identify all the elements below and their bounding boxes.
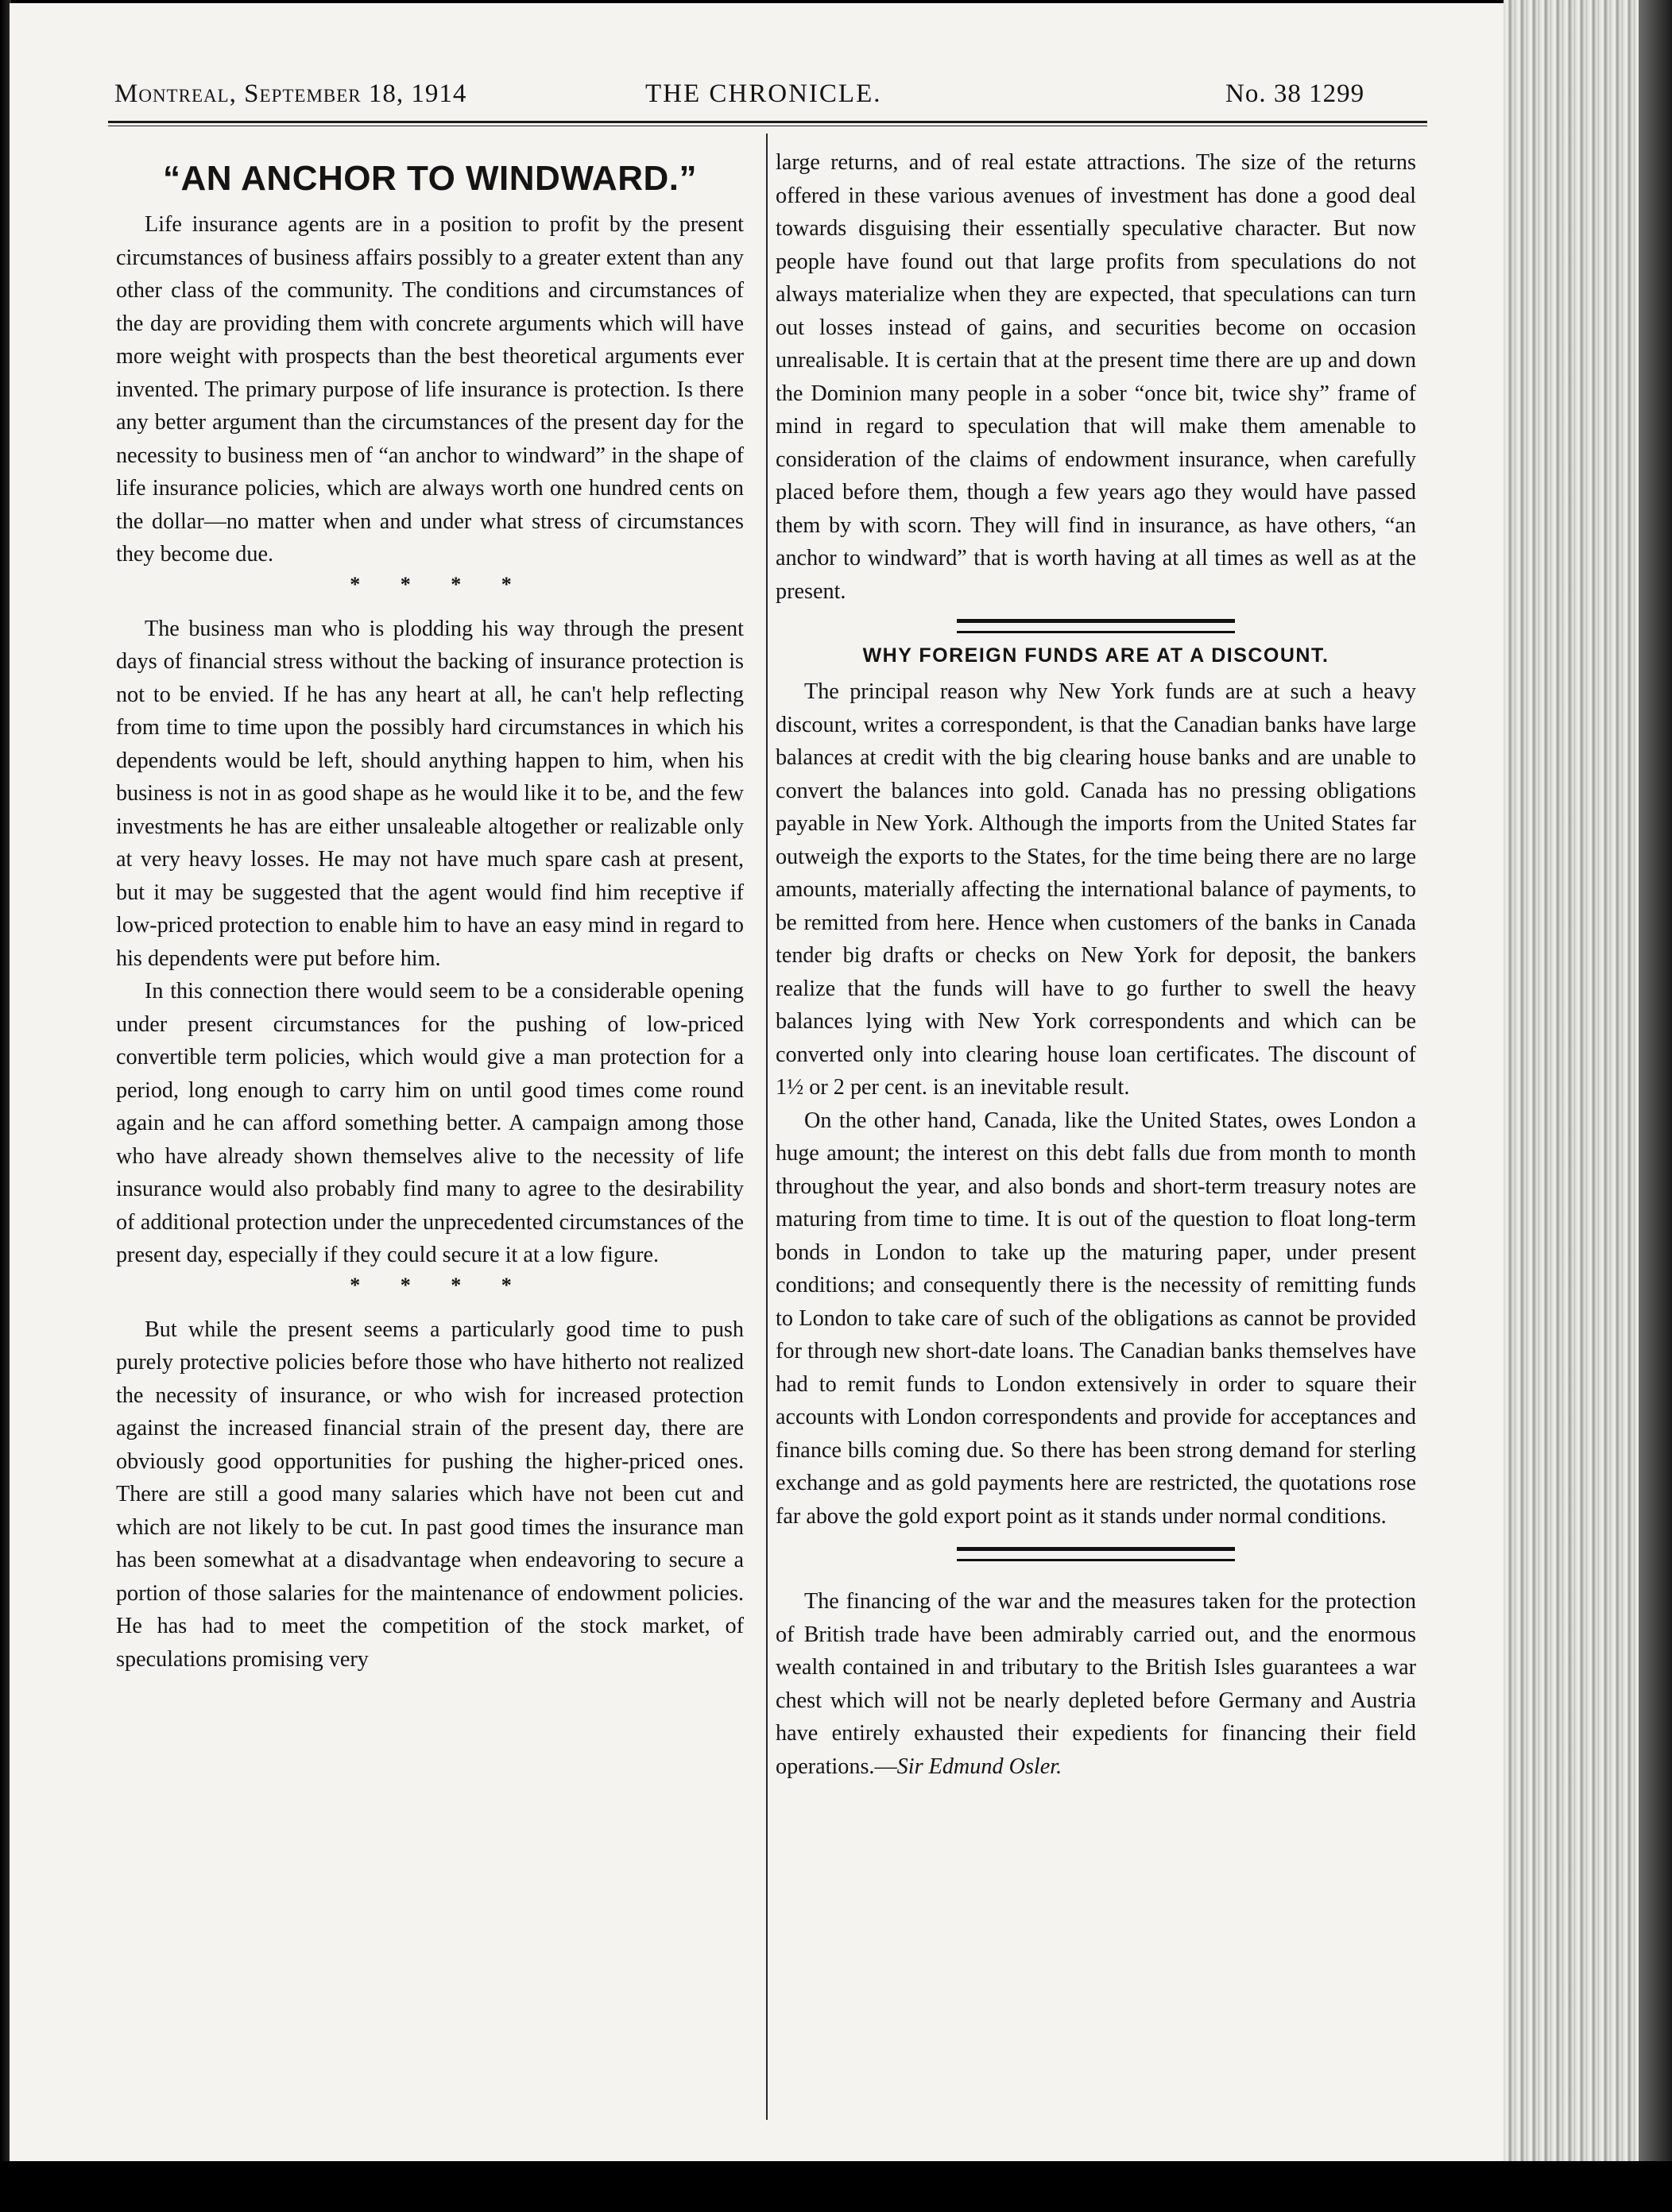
article-paragraph: On the other hand, Canada, like the United States, owes London a huge amount; the interest on this debt falls due from month to month throughout the year, and also bonds and short-term treasury notes are maturing from time to time. It is out of the question to float long-term bonds in London to take up the maturing paper, under present conditions; and consequently there is the necessity of remitting funds to London to take care of such of the obligations as cannot be provided for through new short-date loans. The Canadian banks themselves have had to remit funds to London extensively in order to square their accounts with London correspondents and provide for acceptances and finance bills coming due. So there has been strong demand for sterling exchange and as gold payments here are restricted, the quotations rose far above the gold export point as it stands under normal conditions.	[776, 1108, 1416, 1529]
book-cover-edge	[1639, 0, 1672, 2212]
quote-byline: Sir Edmund Osler.	[896, 1754, 1062, 1779]
header-rule	[108, 121, 1427, 126]
article-paragraph: The principal reason why New York funds are at such a heavy discount, writes a correspondent, is that the Canadian banks have large balances at credit with the big clearing house banks and are unable to convert the balances into gold. Canada has no pressing obligations payable in New York. Although the imports from the United States far outweigh the exports to the States, for the time being there are no large amounts, materially affecting the international balance of payments, to be remitted from here. Hence when customers of the banks in Canada tender big drafts or checks on New York for deposit, the bankers realize that the funds will have to go further to swell the heavy balances lying with New York correspondents and which can be converted only into clearing house loan certificates. The discount of 1½ or 2 per cent. is an inevitable result.	[776, 679, 1416, 1100]
right-column	[776, 146, 1416, 1783]
article-paragraph: But while the present seems a particularly good time to push purely protective policies before those who have hitherto not realized the necessity of insurance, or who wish for increased protection against the increased financial strain of the present day, there are obviously good opportunities for pushing the higher-priced ones. There are still a good many salaries which have not been cut and which are not likely to be cut. In past good times the insurance man has been somewhat at a disadvantage when endeavoring to secure a portion of those salaries for the maintenance of endowment policies. He has had to meet the competition of the stock market, of speculations promising very	[116, 1317, 744, 1672]
quote-body: The financing of the war and the measures taken for the protection of British trade have been admirably carried out, and the enormous wealth contained in and tributary to the British Isles guarantees a war chest which will not be nearly depleted before Germany and Austria have entirely exhausted their expedients for financing their field operations.—	[776, 1589, 1416, 1779]
header-masthead: THE CHRONICLE.	[645, 79, 882, 108]
article-paragraph-continued: large returns, and of real estate attractions. The size of the returns offered in these various avenues of investment has done a good deal towards disguising their essentially speculative character. But now people have found out that large profits from speculations do not always materialize when they are expected, that speculations can turn out losses instead of gains, and securities become on occasion unrealisable. It is certain that at the present time there are up and down the Dominion many people in a sober “once bit, twice shy” frame of mind in regard to speculation that will make them amenable to consideration of the claims of endowment insurance, when carefully placed before them, though a few years ago they would have passed them by with scorn. They will find in insurance, as have others, “an anchor to windward” that is worth having at all times as well as at the present.	[776, 150, 1416, 604]
left-column	[116, 146, 744, 1676]
section-stars: * * * *	[350, 572, 529, 596]
column-divider	[766, 133, 768, 2120]
scan-border	[0, 2161, 1672, 2212]
article-separator	[957, 619, 1235, 633]
section-stars: * * * *	[350, 1273, 529, 1297]
header-dateline: Montreal, September 18, 1914	[114, 79, 467, 108]
quote-paragraph	[776, 1585, 1416, 1783]
article-paragraph: The business man who is plodding his way through the present days of financial stress without the backing of insurance protection is not to be envied. If he has any heart at all, he can't help reflecting from time to time upon the possibly hard circumstances in which his dependents would be left, should anything happen to him, when his business is not in as good shape as he would like it to be, and the few investments he has are either unsaleable altogether or realizable only at very heavy losses. He may not have much spare cash at present, but it may be suggested that the agent would find him receptive if low-priced protection to enable him to have an easy mind in regard to his dependents were put before him.	[116, 616, 744, 971]
newspaper-page	[10, 3, 1510, 2209]
header-page-number: No. 38 1299	[1225, 79, 1365, 108]
article-separator	[957, 1547, 1235, 1561]
article-title: WHY FOREIGN FUNDS ARE AT A DISCOUNT.	[862, 644, 1329, 667]
book-page-edges	[1504, 0, 1672, 2212]
article-title: “AN ANCHOR TO WINDWARD.”	[163, 159, 697, 198]
article-paragraph: In this connection there would seem to be a considerable opening under present circumstances for the pushing of low-priced convertible term policies, which would give a man protection for a period, long enough to carry him on until good times come round again and he can afford something better. A campaign among those who have already shown themselves alive to the necessity of life insurance would also probably find many to agree to the desirability of additional protection under the unprecedented circumstances of the present day, especially if they could secure it at a low figure.	[116, 979, 744, 1267]
article-paragraph: Life insurance agents are in a position to profit by the present circumstances of business affairs possibly to a greater extent than any other class of the community. The conditions and circumstances of the day are providing them with concrete arguments which will have more weight with prospects than the best theoretical arguments ever invented. The primary purpose of life insurance is protection. Is there any better argument than the circumstances of the present day for the necessity to business men of “an anchor to windward” in the shape of life insurance policies, which are always worth one hundred cents on the dollar—no matter when and under what stress of circumstances they become due.	[116, 212, 744, 567]
